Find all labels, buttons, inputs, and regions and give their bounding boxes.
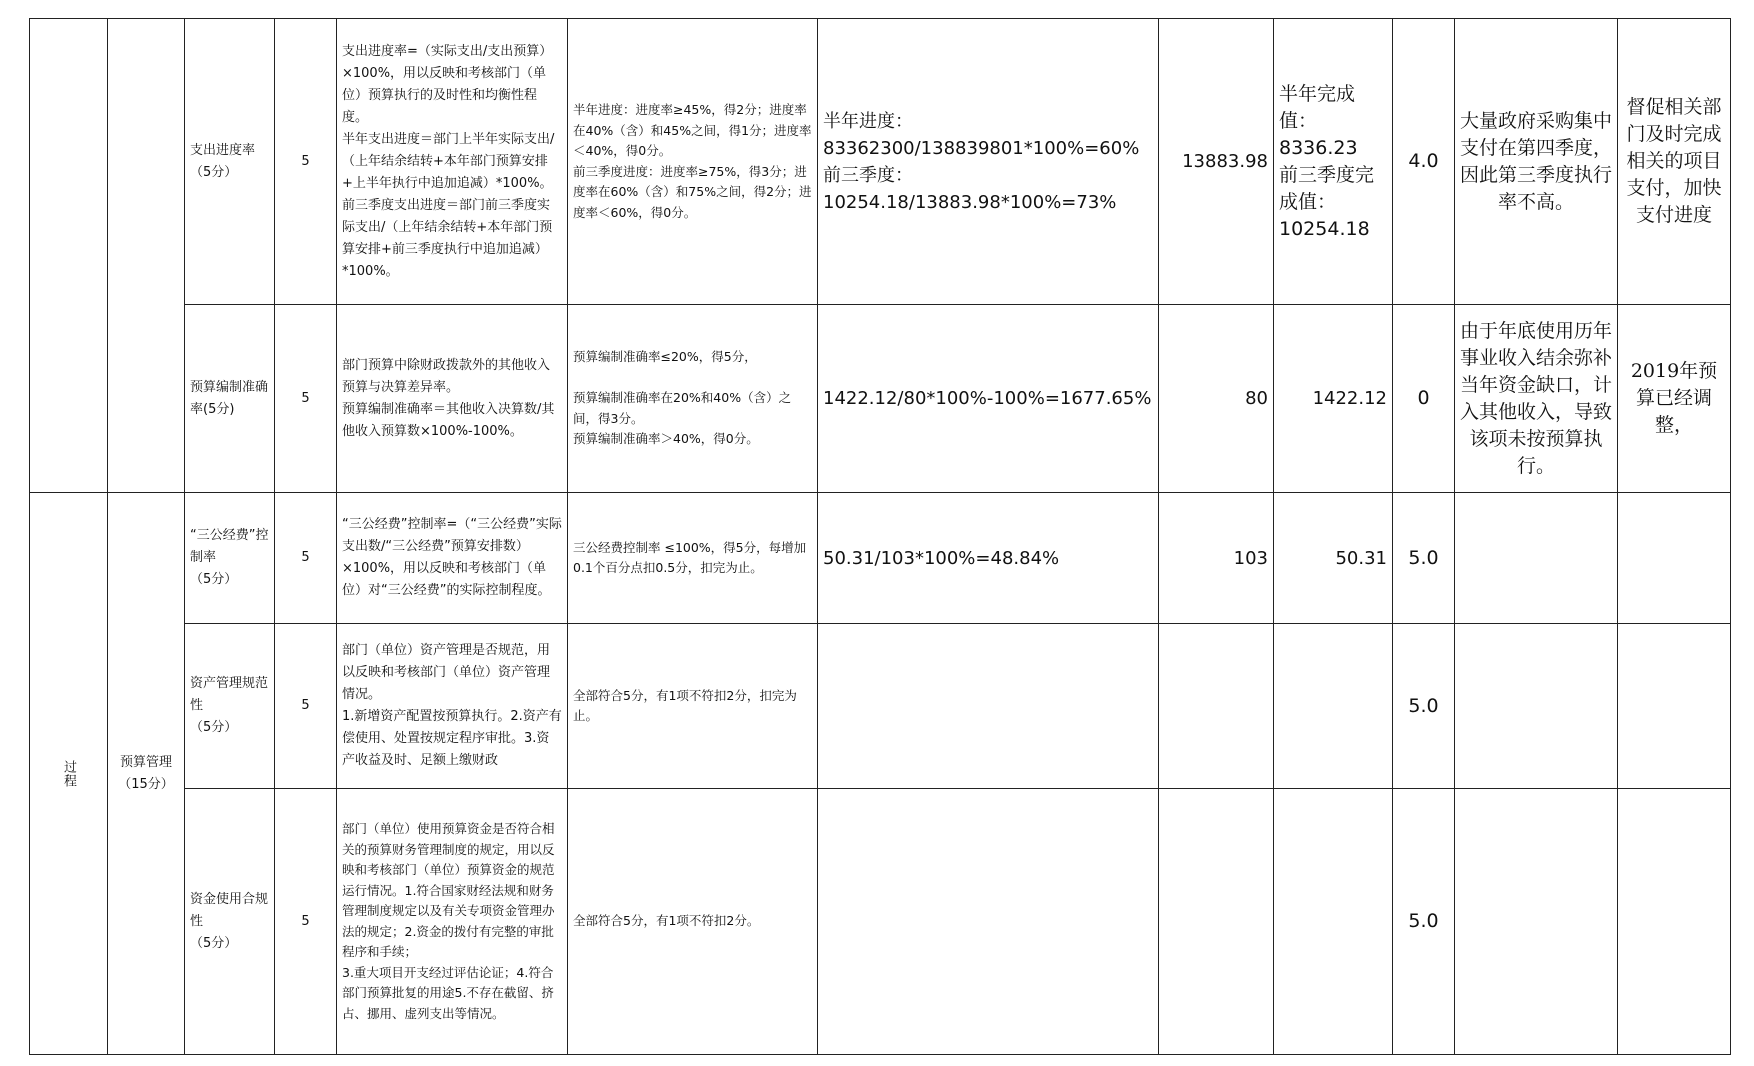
calculation-cell: 50.31/103*100%=48.84% (818, 493, 1159, 624)
indicator-cell: “三公经费”控制率 （5分） (185, 493, 275, 624)
actual-cell: 50.31 (1274, 493, 1393, 624)
standard-cell: 全部符合5分，有1项不符扣2分，扣完为止。 (568, 624, 818, 789)
actual-cell (1274, 624, 1393, 789)
calculation-cell (818, 624, 1159, 789)
level2-cell-upper (108, 19, 185, 493)
table-row (30, 789, 1731, 1055)
reason-cell (1455, 624, 1618, 789)
indicator-cell: 资金使用合规性 （5分） (185, 789, 275, 1055)
standard-cell: 全部符合5分，有1项不符扣2分。 (568, 789, 818, 1055)
score-cell: 4.0 (1393, 19, 1455, 305)
weight-cell: 5 (275, 305, 337, 493)
score-cell: 0 (1393, 305, 1455, 493)
evaluation-table (29, 18, 1731, 1055)
weight-cell: 5 (275, 624, 337, 789)
standard-cell: 三公经费控制率 ≤100%，得5分，每增加0.1个百分点扣0.5分，扣完为止。 (568, 493, 818, 624)
suggestion-cell (1618, 493, 1731, 624)
table-row (30, 305, 1731, 493)
level2-cell: 预算管理（15分） (108, 493, 185, 1055)
calculation-cell: 1422.12/80*100%-100%=1677.65% (818, 305, 1159, 493)
suggestion-cell (1618, 624, 1731, 789)
definition-cell: 部门（单位）资产管理是否规范，用以反映和考核部门（单位）资产管理情况。 1.新增资产配置按预算执行。2.资产有偿使用、处置按规定程序审批。3.资产收益及时、足额上缴财政 (337, 624, 568, 789)
suggestion-cell: 2019年预算已经调整， (1618, 305, 1731, 493)
actual-cell (1274, 789, 1393, 1055)
definition-cell: 部门（单位）使用预算资金是否符合相关的预算财务管理制度的规定，用以反映和考核部门（单位）预算资金的规范运行情况。1.符合国家财经法规和财务管理制度规定以及有关专项资金管理办法的规定；2.资金的拨付有完整的审批程序和手续； 3.重大项目开支经过评估论证；4.符合部门预算批复的用途5.不存在截留、挤占、挪用、虚列支出等情况。 (337, 789, 568, 1055)
table-row (30, 624, 1731, 789)
target-cell: 80 (1159, 305, 1274, 493)
score-cell: 5.0 (1393, 493, 1455, 624)
standard-cell: 半年进度：进度率≥45%，得2分；进度率在40%（含）和45%之间，得1分；进度率＜40%，得0分。 前三季度进度：进度率≥75%，得3分；进度率在60%（含）和75%之间，得2分；进度率＜60%，得0分。 (568, 19, 818, 305)
table-row (30, 493, 1731, 624)
level1-cell-upper (30, 19, 108, 493)
target-cell: 13883.98 (1159, 19, 1274, 305)
weight-cell: 5 (275, 789, 337, 1055)
level1-cell (30, 493, 108, 1055)
calculation-cell: 半年进度： 83362300/138839801*100%=60% 前三季度： 10254.18/13883.98*100%=73% (818, 19, 1159, 305)
target-cell (1159, 624, 1274, 789)
suggestion-cell: 督促相关部门及时完成相关的项目支付，加快支付进度 (1618, 19, 1731, 305)
indicator-cell: 资产管理规范性 （5分） (185, 624, 275, 789)
score-cell: 5.0 (1393, 789, 1455, 1055)
reason-cell (1455, 789, 1618, 1055)
definition-cell: “三公经费”控制率=（“三公经费”实际支出数/“三公经费”预算安排数）×100%，用以反映和考核部门（单位）对“三公经费”的实际控制程度。 (337, 493, 568, 624)
weight-cell: 5 (275, 493, 337, 624)
score-cell: 5.0 (1393, 624, 1455, 789)
calculation-cell (818, 789, 1159, 1055)
target-cell (1159, 789, 1274, 1055)
level1-label: 过程 (61, 759, 76, 788)
weight-cell: 5 (275, 19, 337, 305)
actual-cell: 1422.12 (1274, 305, 1393, 493)
indicator-cell: 支出进度率 （5分） (185, 19, 275, 305)
indicator-cell: 预算编制准确率(5分) (185, 305, 275, 493)
reason-cell: 大量政府采购集中支付在第四季度，因此第三季度执行率不高。 (1455, 19, 1618, 305)
reason-cell (1455, 493, 1618, 624)
table-row (30, 19, 1731, 305)
reason-cell: 由于年底使用历年事业收入结余弥补当年资金缺口，计入其他收入，导致该项未按预算执行。 (1455, 305, 1618, 493)
definition-cell: 支出进度率=（实际支出/支出预算）×100%，用以反映和考核部门（单位）预算执行的及时性和均衡性程度。 半年支出进度＝部门上半年实际支出/（上年结余结转+本年部门预算安排+上半年执行中追加追减）*100%。 前三季度支出进度＝部门前三季度实际支出/（上年结余结转+本年部门预算安排+前三季度执行中追加追减）*100%。 (337, 19, 568, 305)
standard-cell: 预算编制准确率≤20%，得5分， 预算编制准确率在20%和40%（含）之间，得3分。 预算编制准确率＞40%，得0分。 (568, 305, 818, 493)
definition-cell: 部门预算中除财政拨款外的其他收入预算与决算差异率。 预算编制准确率＝其他收入决算数/其他收入预算数×100%-100%。 (337, 305, 568, 493)
actual-cell: 半年完成值： 8336.23 前三季度完成值： 10254.18 (1274, 19, 1393, 305)
target-cell: 103 (1159, 493, 1274, 624)
suggestion-cell (1618, 789, 1731, 1055)
